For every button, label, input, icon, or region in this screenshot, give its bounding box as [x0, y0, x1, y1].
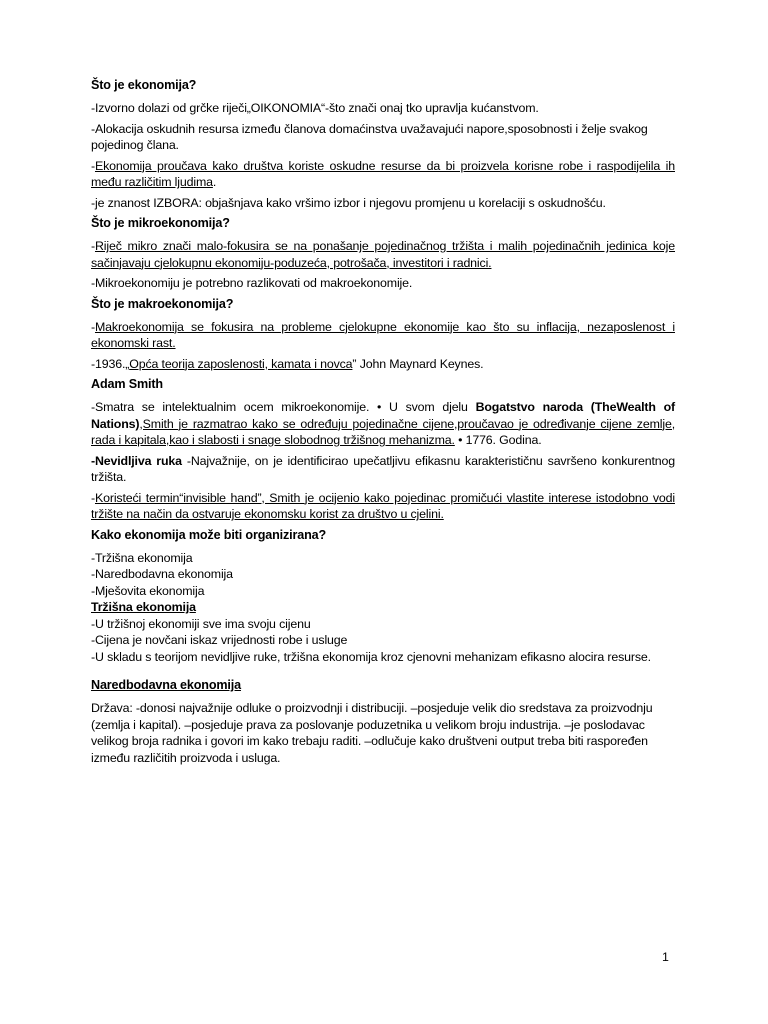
text: -Najvažnije, on je identificirao upečatljivu efikasnu karakterističnu savršeno konkurentnog tržišta.: [91, 453, 675, 484]
paragraph: [91, 238, 675, 271]
economy-types-list: [91, 550, 675, 600]
document-body: [91, 77, 675, 770]
dash: -: [91, 239, 95, 253]
book-title-underlined: Opća teorija zaposlenosti, kamata i novca: [129, 356, 353, 371]
underlined-text: Makroekonomija se fokusira na probleme cjelokupne ekonomije kao što su inflacija, nezaposlenost i ekonomski rast.: [91, 319, 675, 350]
list-item: -U tržišnoj ekonomiji sve ima svoju cijenu: [91, 616, 311, 631]
page-number: 1: [662, 950, 669, 964]
underlined-text: Ekonomija proučava kako društva koriste oskudne resurse da bi proizvela korisne robe i raspodijelila ih među različitim ljudima: [91, 158, 675, 189]
subheading-trzisna: Tržišna ekonomija: [91, 600, 196, 614]
text: • 1776. Godina.: [454, 433, 542, 447]
section-title-mikroekonomija: Što je mikroekonomija?: [91, 216, 230, 230]
paragraph: [91, 490, 675, 523]
section-title-organizacija: Kako ekonomija može biti organizirana?: [91, 527, 327, 542]
text: ” John Maynard Keynes.: [352, 356, 484, 371]
section-title-adam-smith: Adam Smith: [91, 377, 163, 391]
paragraph: [91, 319, 675, 352]
text: -Smatra se intelektualnim ocem mikroekonomije. • U svom djelu: [91, 400, 476, 414]
underlined-text: Riječ mikro znači malo-fokusira se na ponašanje pojedinačnog tržišta i malih pojedinačnih jedinica koje sačinjavaju cjelokupnu ekonomiju-poduzeća, potrošača, investitori i radnici.: [91, 239, 675, 270]
paragraph: [91, 356, 675, 373]
book-title-bold: Bogatstvo naroda (TheWealth of Nations): [91, 400, 675, 431]
list-item: -Naredbodavna ekonomija: [91, 567, 233, 581]
list-item: -Cijena je novčani iskaz vrijednosti robe i usluge: [91, 633, 348, 647]
paragraph: -Mikroekonomiju je potrebno razlikovati od makroekonomije.: [91, 276, 413, 290]
dash: -: [91, 319, 95, 334]
term-bold: -Nevidljiva ruka: [91, 453, 182, 468]
list-item: -U skladu s teorijom nevidljive ruke, tržišna ekonomija kroz cjenovni mehanizam efikasno alocira resurse.: [91, 649, 651, 664]
list-item: -Mješovita ekonomija: [91, 583, 205, 598]
underlined-text: Koristeći termin“invisible hand”, Smith je ocijenio kako pojedinac promičući vlastite interese istodobno vodi tržište na način da ostvaruje ekonomsku korist za društvo u cjelini.: [91, 490, 675, 521]
paragraph: -Izvorno dolazi od grčke riječi„OIKONOMIA“-što znači onaj tko upravlja kućanstvom.: [91, 101, 539, 115]
dash: -: [91, 158, 95, 173]
text: -1936.„: [91, 356, 130, 371]
paragraph: [91, 453, 675, 486]
paragraph: -Alokacija oskudnih resursa između članova domaćinstva uvažavajući napore,sposobnosti i želje svakog pojedinog člana.: [91, 121, 648, 152]
paragraph: [91, 158, 675, 191]
paragraph: Država: -donosi najvažnije odluke o proizvodnji i distribuciji. –posjeduje velik dio sredstava za proizvodnju (zemlja i kapital). –posjeduje prava za poslovanje poduzetnika u velikom broju industrija. –je poslodavac velikog broja radnika i govori im kako trebaju raditi. –odlučuje kako društveni output treba biti raspoređen između različitih proizvoda i usluga.: [91, 701, 653, 765]
dash: -: [91, 490, 95, 505]
section-title-makroekonomija: Što je makroekonomija?: [91, 296, 234, 311]
underlined-text: ,Smith je razmatrao kako se određuju pojedinačne cijene,proučavao je određivanje cijene zemlje, rada i kapitala,kao i slabosti i snage slobodnog tržišnog mehanizma.: [91, 416, 675, 447]
section-title-naredbodavna: Naredbodavna ekonomija: [91, 678, 241, 692]
paragraph: [91, 399, 675, 449]
paragraph: -je znanost IZBORA: objašnjava kako vršimo izbor i njegovu promjenu u korelaciji s oskudnošću.: [91, 195, 606, 210]
list-item: -Tržišna ekonomija: [91, 550, 193, 565]
period: .: [212, 175, 217, 189]
section-title-ekonomija: Što je ekonomija?: [91, 78, 197, 92]
